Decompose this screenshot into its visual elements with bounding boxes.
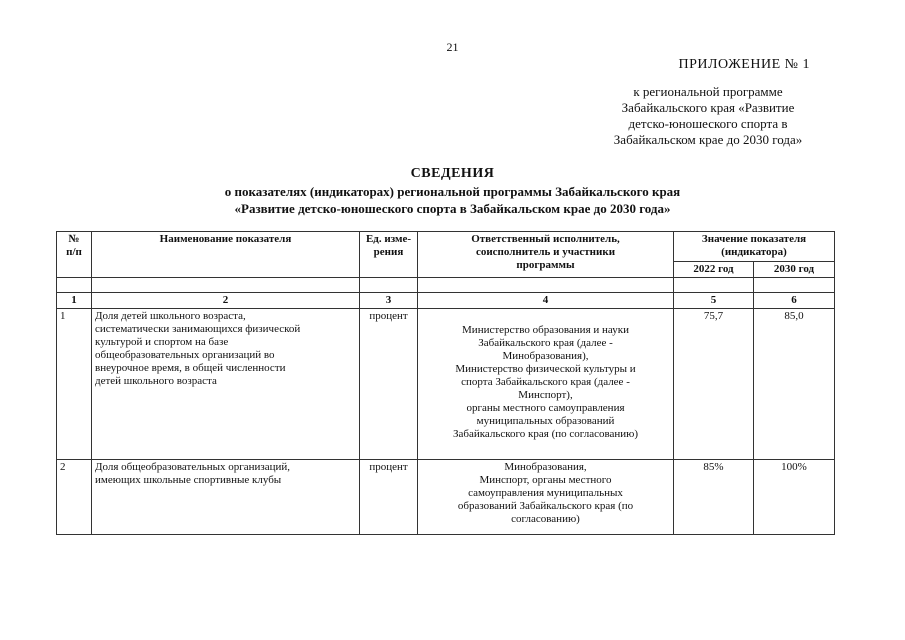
row-num: 2: [57, 460, 92, 535]
subtitle-line: Забайкальского края «Развитие: [621, 100, 795, 115]
appendix-title: ПРИЛОЖЕНИЕ № 1: [678, 57, 810, 72]
table-row: [57, 309, 835, 460]
header-num: № п/п: [57, 232, 92, 278]
header-year-2022: 2022 год: [674, 262, 754, 278]
subtitle-line: Забайкальском крае до 2030 года»: [613, 132, 803, 147]
indicator-name: Доля детей школьного возраста, систематически занимающихся физической культурой и спортом на базе общеобразовательных организаций во внеурочное время, в общей численности детей школьного возраста: [92, 309, 360, 460]
appendix-subtitle: [588, 84, 828, 148]
subtitle-line: детско-юношеского спорта в: [628, 116, 788, 131]
value-2030: 85,0: [754, 309, 835, 460]
value-2030: 100%: [754, 460, 835, 535]
column-number: 2: [92, 293, 360, 309]
column-numbers-row: [57, 293, 835, 309]
header-value: Значение показателя (индикатора): [674, 232, 835, 262]
table-row: [57, 460, 835, 535]
unit: процент: [360, 460, 418, 535]
indicators-table: [56, 231, 835, 535]
column-number: 6: [754, 293, 835, 309]
table-header-row: [57, 232, 835, 262]
column-number: 4: [418, 293, 674, 309]
value-2022: 85%: [674, 460, 754, 535]
header-year-2030: 2030 год: [754, 262, 835, 278]
responsible-parties: Министерство образования и науки Забайкальского края (далее - Минобразования), Министерство физической культуры и спорта Забайкальского края (далее - Минспорт), органы местного самоуправления муниципальных образований Забайкальского края (по согласованию): [418, 309, 674, 460]
column-number: 1: [57, 293, 92, 309]
value-2022: 75,7: [674, 309, 754, 460]
document-heading: СВЕДЕНИЯ: [410, 166, 495, 181]
column-number: 5: [674, 293, 754, 309]
unit: процент: [360, 309, 418, 460]
column-number: 3: [360, 293, 418, 309]
subtitle-line: к региональной программе: [633, 84, 783, 99]
table-spacer-row: [57, 278, 835, 293]
header-responsible: Ответственный исполнитель, соисполнитель и участники программы: [418, 232, 674, 278]
page-number: 21: [446, 40, 459, 54]
header-name: Наименование показателя: [92, 232, 360, 278]
header-unit: Ед. изме- рения: [360, 232, 418, 278]
row-num: 1: [57, 309, 92, 460]
indicator-name: Доля общеобразовательных организаций, имеющих школьные спортивные клубы: [92, 460, 360, 535]
document-heading-line3: «Развитие детско-юношеского спорта в Забайкальском крае до 2030 года»: [234, 201, 671, 216]
document-heading-line2: о показателях (индикаторах) региональной программы Забайкальского края: [224, 184, 681, 199]
responsible-parties: Минобразования, Минспорт, органы местного самоуправления муниципальных образований Забайкальского края (по согласованию): [418, 460, 674, 535]
